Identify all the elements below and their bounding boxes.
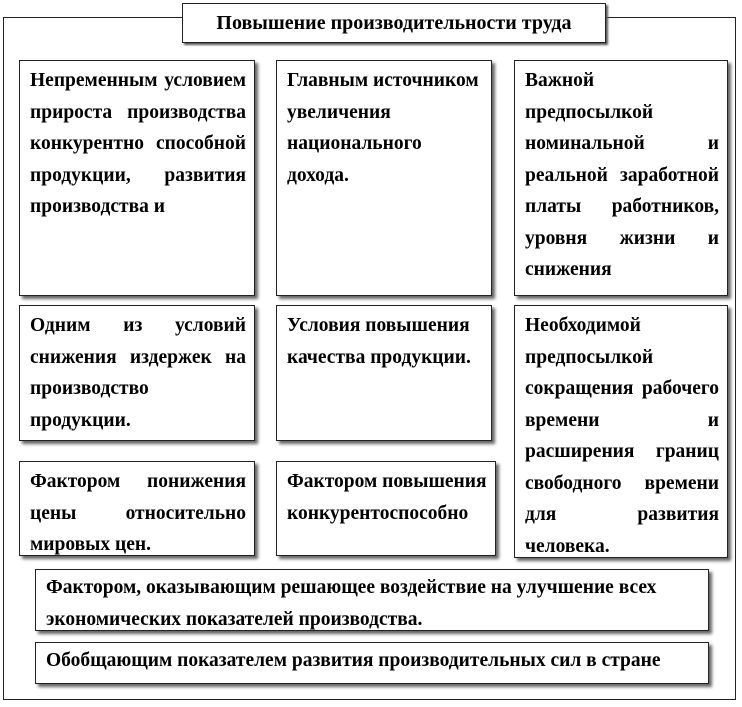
box-price-factor: Фактором понижения цены относительно мировых цен. (19, 461, 255, 556)
box-national-income: Главным источником увеличения национального дохода. (276, 60, 492, 296)
box-working-time: Необходимой предпосылкой сокращения рабочего времени и расширения границ свободного времени для развития человека. (514, 305, 728, 558)
box-cost-reduction: Одним из условий снижения издержек на производство продукции. (19, 305, 255, 441)
box-competitiveness: Фактором повышения конкурентоспособно (276, 461, 496, 556)
box-quality-conditions: Условия повышения качества продукции. (276, 305, 492, 441)
box-general-indicator: Обобщающим показателем развития производительных сил в стране (35, 642, 709, 684)
box-wages-living-standard: Важной предпосылкой номинальной и реальной заработной платы работников, уровня жизни и снижения (514, 60, 728, 296)
diagram-title: Повышение производительности труда (182, 3, 606, 43)
box-output-growth: Непременным условием прироста производства конкурентно способной продукции, развития производства и (19, 60, 255, 296)
box-decisive-factor: Фактором, оказывающим решающее воздействие на улучшение всех экономических показателей производства. (35, 569, 709, 631)
